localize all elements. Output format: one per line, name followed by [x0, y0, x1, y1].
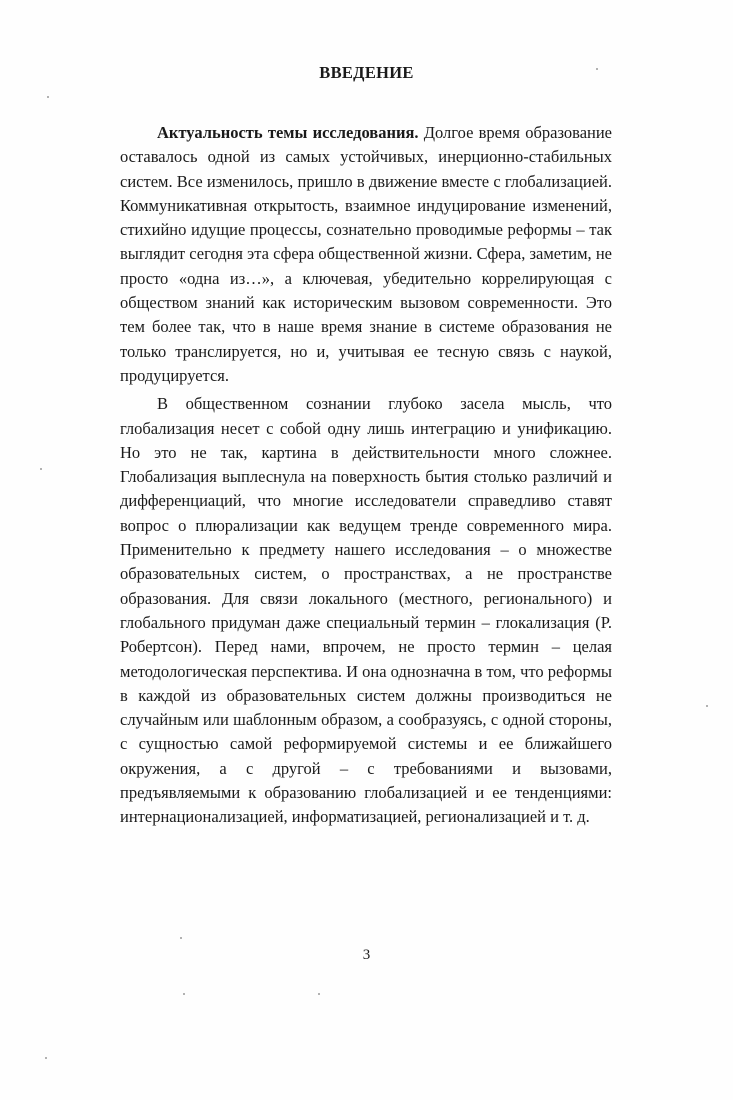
document-body [120, 121, 612, 834]
scan-speck [706, 705, 708, 707]
scan-speck [180, 937, 182, 939]
page-title: ВВЕДЕНИЕ [319, 63, 414, 82]
scan-speck [45, 1057, 47, 1059]
scan-speck [40, 468, 42, 470]
scan-speck [596, 68, 598, 70]
scan-speck [318, 993, 320, 995]
scan-speck [47, 96, 49, 98]
page-number: 3 [362, 947, 371, 963]
scan-speck [183, 993, 185, 995]
paragraph-lead: Актуальность темы исследования. [157, 123, 419, 142]
paragraph-relevance [120, 121, 612, 388]
paragraph-globalization: В общественном сознании глубоко засела мысль, что глобализация несет с собой одну лишь интеграцию и унификацию. Но это не так, картина в действительности много сложнее. Глобализация выплеснула на поверхность бытия столько различий и дифференциаций, что многие исследователи справедливо ставят вопрос о плюрализации как ведущем тренде современного мира. Применительно к предмету нашего исследования – о множестве образовательных систем, о пространствах, а не пространстве образования. Для связи локального (местного, регионального) и глобального придуман даже специальный термин – глокализация (Р. Робертсон). Перед нами, впрочем, не просто термин – целая методологическая перспектива. И она однозначна в том, что реформы в каждой из образовательных систем должны производиться не случайным или шаблонным образом, а сообразуясь, с одной стороны, с сущностью самой реформируемой системы и ее ближайшего окружения, а с другой – с требованиями и вызовами, предъявляемыми к образованию глобализацией и ее тенденциями: интернационализацией, информатизацией, регионализацией и т. д. [120, 394, 612, 827]
paragraph-text: Долгое время образование оставалось одной из самых устойчивых, инерционно-стабильных систем. Все изменилось, пришло в движение вместе с глобализацией. Коммуникативная открытость, взаимное индуцирование изменений, стихийно идущие процессы, сознательно проводимые реформы – так выглядит сегодня эта сфера общественной жизни. Сфера, заметим, не просто «одна из…», а ключевая, убедительно коррелирующая с обществом знаний как историческим вызовом современности. Это тем более так, что в наше время знание в системе образования не только транслируется, но и, учитывая ее тесную связь с наукой, продуцируется. [120, 123, 613, 385]
